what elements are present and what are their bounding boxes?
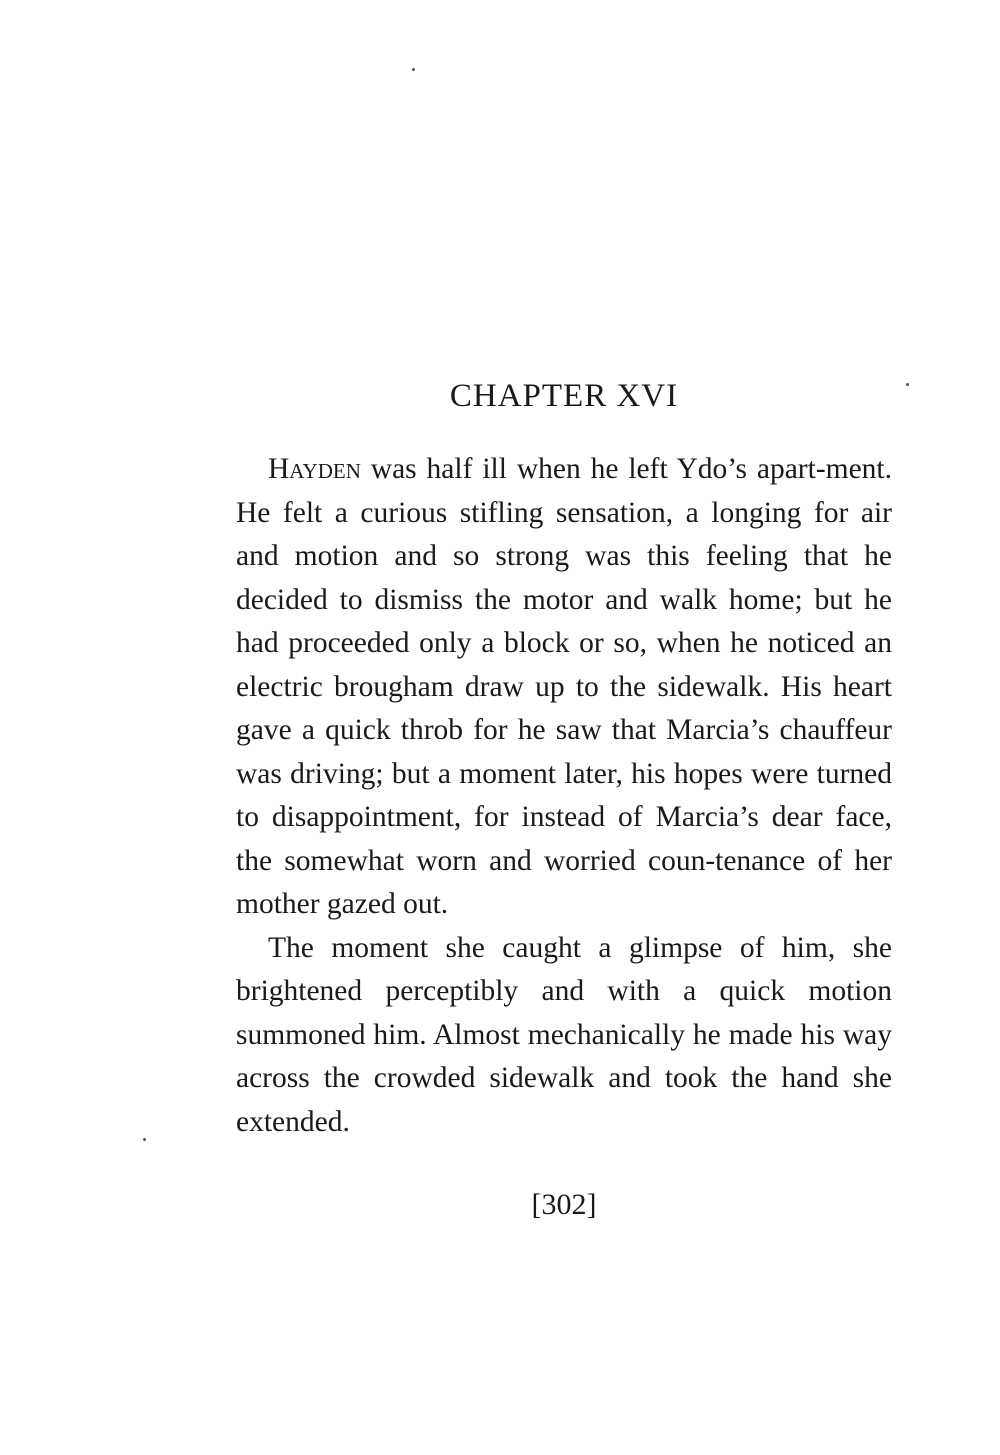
- scan-speck: [412, 68, 415, 71]
- paragraph-2: The moment she caught a glimpse of him, she brightened perceptibly and with a quick motion summoned him. Almost mechanically he made his way across the crowded sidewalk and took the hand she extended.: [236, 931, 892, 1138]
- paragraph-1-lead-word: Hayden: [268, 453, 361, 485]
- paragraph-1: [236, 448, 892, 927]
- scan-speck: [143, 1138, 146, 1141]
- page-number: [302]: [531, 1188, 597, 1221]
- body-text: [236, 448, 892, 1144]
- chapter-title: CHAPTER XVI: [449, 378, 679, 414]
- scan-speck: [906, 383, 909, 386]
- paragraph-1-text: was half ill when he left Ydo’s apart-ment. He felt a curious stifling sensation, a longing for air and motion and so strong was this feeling that he decided to dismiss the motor and walk home; but he had proceeded only a block or so, when he noticed an electric brougham draw up to the sidewalk. His heart gave a quick throb for he saw that Marcia’s chauffeur was driving; but a moment later, his hopes were turned to disappointment, for instead of Marcia’s dear face, the somewhat worn and worried coun-tenance of her mother gazed out.: [236, 453, 892, 920]
